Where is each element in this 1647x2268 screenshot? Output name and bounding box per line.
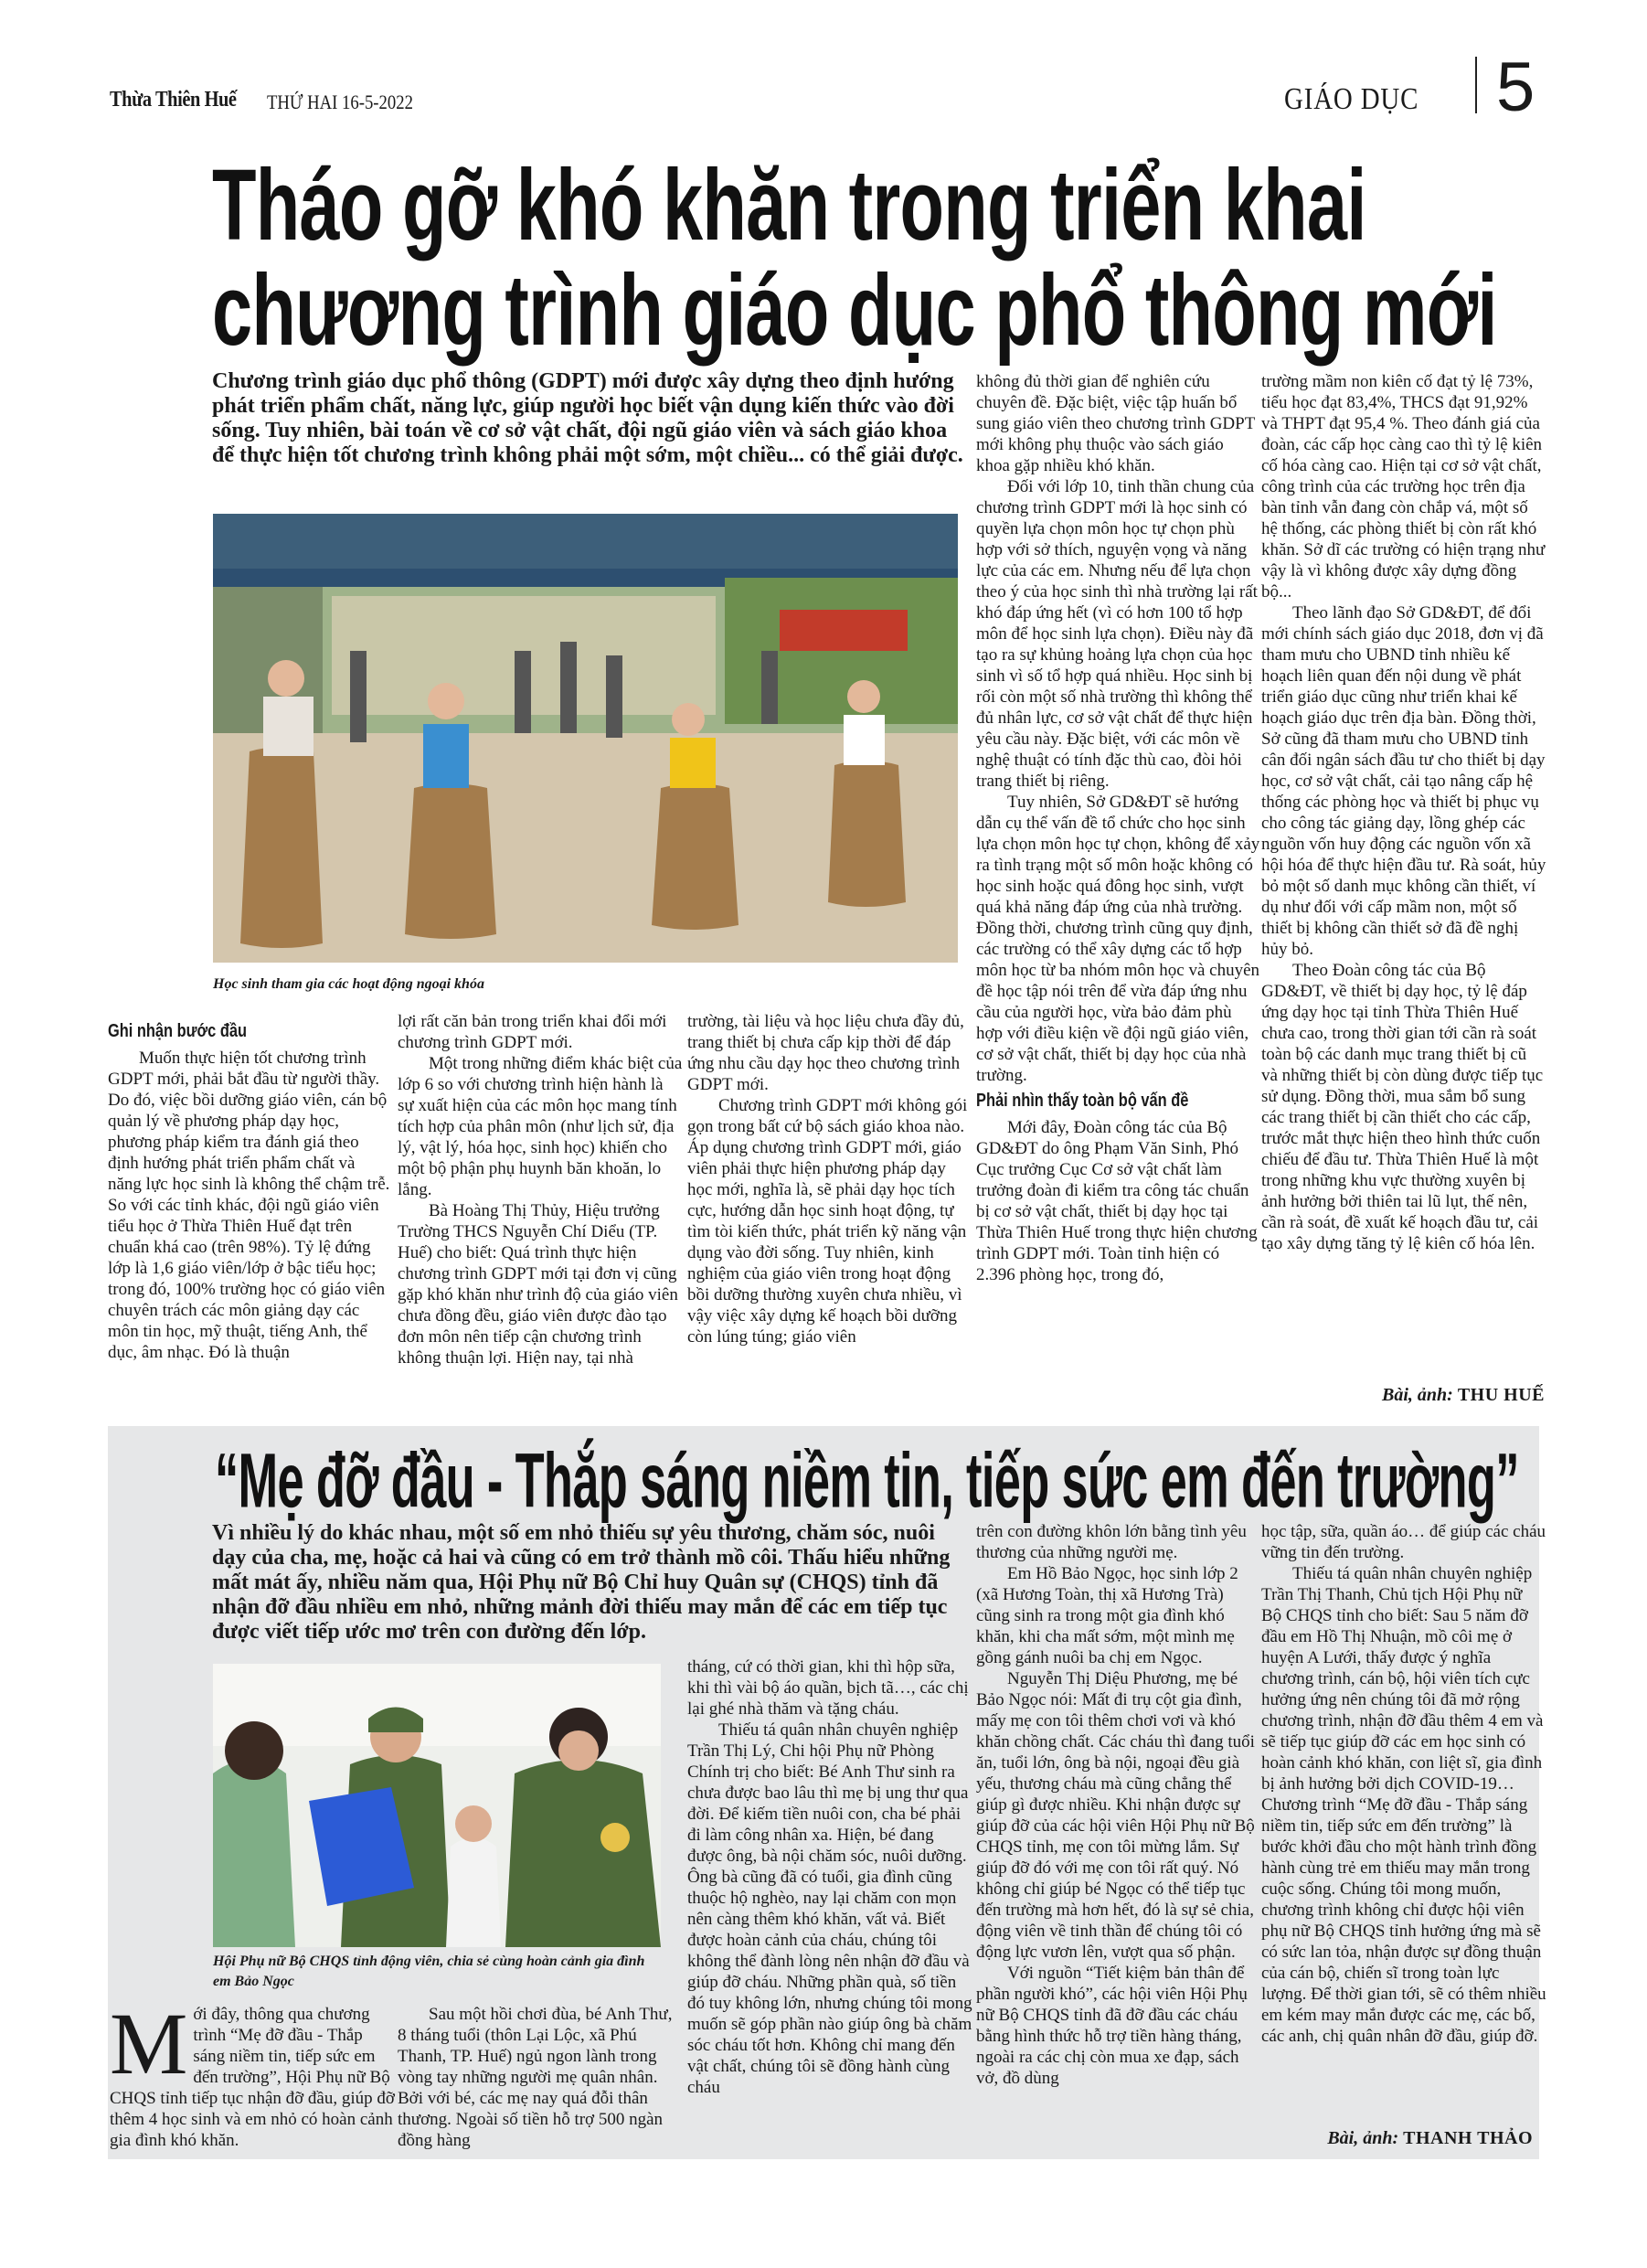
article2-opening-paragraph: ới đây, thông qua chương trình “Mẹ đỡ đầu - Thắp sáng niềm tin, tiếp sức em đến trường”, Hội Phụ nữ Bộ CHQS tỉnh tiếp tục nhận đỡ đầu, giúp đỡ thêm 4 học sinh và em nhỏ có hoàn cảnh gia đình khó khăn. (110, 2005, 395, 2150)
paragraph: Nguyễn Thị Diệu Phương, mẹ bé Bảo Ngọc nói: Mất đi trụ cột gia đình, mấy mẹ con tôi thêm chơi vơi và khó khăn chồng chất. Các cháu thì đang tuổi ăn, tuổi lớn, ông bà nội, ngoại đều già yếu, thương cháu mà cũng chẳng thể giúp gì được nhiều. Khi nhận được sự giúp đỡ của các hội viên Hội Phụ nữ Bộ CHQS tỉnh, mẹ con tôi mừng lắm. Sự giúp đỡ đó với mẹ con tôi rất quý. Nó không chỉ giúp bé Ngọc có thể tiếp tục đến trường mà hơn hết, đó là sự sẻ chia, động viên về tinh thần để chúng tôi có động lực vươn lên, vượt qua số phận. (976, 1669, 1255, 1962)
paragraph: Em Hồ Bảo Ngọc, học sinh lớp 2 (xã Hương Toàn, thị xã Hương Trà) cũng sinh ra trong một gia đình khó khăn, khi cha mất sớm, một mình mẹ gồng gánh nuôi ba chị em Ngọc. (976, 1564, 1238, 1667)
article1-headline-line2: chương trình giáo dục phổ thông mới (212, 253, 1497, 367)
article1-column-2 (398, 1011, 683, 1368)
paragraph: học tập, sữa, quần áo… để giúp các cháu vững tin đến trường. (1261, 1522, 1546, 1562)
article1-column-4 (976, 371, 1261, 1285)
article2-byline (1248, 2128, 1533, 2149)
article1-column-1 (108, 1017, 393, 1363)
paragraph: Muốn thực hiện tốt chương trình GDPT mới, phải bắt đầu từ người thầy. Do đó, việc bồi dưỡng giáo viên, cán bộ quản lý về phương pháp dạy học, phương pháp kiểm tra đánh giá theo định hướng phát triển phẩm chất và năng lực học sinh là không thể chậm trễ. So với các tỉnh khác, đội ngũ giáo viên tiểu học ở Thừa Thiên Huế đạt trên chuẩn khá cao (trên 98%). Tỷ lệ đứng lớp là 1,6 giáo viên/lớp ở bậc tiểu học; trong đó, 100% trường học có giáo viên chuyên trách các môn giảng dạy các môn tin học, mỹ thuật, tiếng Anh, thể dục, âm nhạc. Đó là thuận (108, 1049, 390, 1362)
byline-label: Bài, ảnh: (1382, 1385, 1453, 1405)
issue-date: THỨ HAI 16-5-2022 (267, 91, 413, 113)
article1-photo-students-sack-race (213, 514, 958, 963)
byline-author: THANH THẢO (1403, 2128, 1533, 2148)
byline-label: Bài, ảnh: (1327, 2128, 1399, 2148)
paragraph: Theo lãnh đạo Sở GD&ĐT, để đổi mới chính sách giáo dục 2018, đơn vị đã tham mưu cho UBND tỉnh nhiều kế hoạch liên quan đến nội dung về phát triển giáo dục cũng như triển khai kế hoạch giáo dục trên địa bàn. Đồng thời, Sở cũng đã tham mưu cho UBND tỉnh cân đối ngân sách đầu tư cho thiết bị dạy học, cơ sở vật chất, cải tạo nâng cấp hệ thống các phòng học và thiết bị phục vụ cho công tác giảng dạy, lồng ghép các nguồn vốn huy động các nguồn vốn xã hội hóa để thực hiện đầu tư. Rà soát, hủy bỏ một số danh mục không cần thiết, ví dụ như đối với cấp mầm non, một số thiết bị không cần thiết sở đã đề nghị hủy bỏ. (1261, 603, 1546, 959)
article1-column-3 (687, 1011, 972, 1347)
article2-lead: Vì nhiều lý do khác nhau, một số em nhỏ thiếu sự yêu thương, chăm sóc, nuôi dạy của cha, mẹ, hoặc cả hai và cũng có em trở thành mồ côi. Thấu hiểu những mất mát ấy, nhiều năm qua, Hội Phụ nữ Bộ Chỉ huy Quân sự (CHQS) tỉnh đã nhận đỡ đầu nhiều em nhỏ, những mảnh đời thiếu may mắn để các em tiếp tục được viết tiếp ước mơ trên con đường đến lớp. (212, 1521, 951, 1644)
paragraph: trường mầm non kiên cố đạt tỷ lệ 73%, tiểu học đạt 83,4%, THCS đạt 91,92% và THPT đạt 95,4 %. Theo đánh giá của đoàn, các cấp học càng cao thì tỷ lệ kiên cố hóa càng cao. Hiện tại cơ sở vật chất, công trình của các trường học trên địa bàn tỉnh vẫn đang còn chắp vá, một số hệ thống, các phòng thiết bị còn rất khó khăn. Sở dĩ các trường có hiện trạng như vậy là vì không được xây dựng đồng bộ... (1261, 372, 1546, 602)
section-name: GIÁO DỤC (1284, 82, 1419, 116)
article1-byline (1259, 1385, 1545, 1406)
paragraph: Thiếu tá quân nhân chuyên nghiệp Trần Thị Thanh, Chủ tịch Hội Phụ nữ Bộ CHQS tỉnh cho biết: Sau 5 năm đỡ đầu em Hồ Thị Nhuận, mồ côi mẹ ở huyện A Lưới, thấy được ý nghĩa chương trình, cán bộ, hội viên tích cực hưởng ứng nên chúng tôi đã mở rộng chương trình, nhận đỡ đầu thêm 4 em và sẽ tiếp tục giúp đỡ các em học sinh có hoàn cảnh khó khăn, con liệt sĩ, gia đình bị ảnh hưởng bởi dịch COVID-19… Chương trình “Mẹ đỡ đầu - Thắp sáng niềm tin, tiếp sức em đến trường” là bước khởi đầu cho một hành trình đồng hành cùng trẻ em thiếu may mắn trong cuộc sống. Chúng tôi mong muốn, chương trình không chỉ được hội viên phụ nữ Bộ CHQS tỉnh hưởng ứng mà sẽ có sức lan tỏa, nhận được sự đồng thuận của cán bộ, chiến sĩ trong toàn lực lượng. Để thời gian tới, sẽ có thêm nhiều em kém may mắn được các mẹ, các bố, các anh, chị quân nhân đỡ đầu, giúp đỡ. (1261, 1564, 1546, 2046)
paragraph: Theo Đoàn công tác của Bộ GD&ĐT, về thiết bị dạy học, tỷ lệ đáp ứng dạy học tại tỉnh Thừa Thiên Huế chưa cao, trong thời gian tới cần rà soát toàn bộ các danh mục trang thiết bị cũ và những thiết bị còn dùng được tiếp tục sử dụng. Đồng thời, mua sắm bổ sung các trang thiết bị cần thiết cho các cấp, trước mắt thực hiện theo hình thức cuốn chiếu để đầu tư. Thừa Thiên Huế là một trong những khu vực thường xuyên bị ảnh hưởng bởi thiên tai lũ lụt, thế nên, cần rà soát, đề xuất kế hoạch đầu tư, cải tạo xây dựng tăng tỷ lệ kiên cố hóa lên. (1261, 961, 1544, 1253)
article2-column-3 (687, 1656, 972, 2098)
paragraph: Tuy nhiên, Sở GD&ĐT sẽ hướng dẫn cụ thể vấn đề tổ chức cho học sinh lựa chọn môn học tự chọn, không để xảy ra tình trạng một số môn hoặc không có học sinh hoặc quá đông học sinh, vượt quá khả năng đáp ứng của nhà trường. Đồng thời, chương trình cũng quy định, các trường có thể xây dựng các tổ hợp môn học từ ba nhóm môn học và chuyên đề học tập nói trên để vừa đáp ứng nhu cầu của người học, vừa bảo đảm phù hợp với điều kiện về đội ngũ giáo viên, cơ sở vật chất, thiết bị dạy học của nhà trường. (976, 793, 1260, 1085)
paragraph: Sau một hồi chơi đùa, bé Anh Thư, 8 tháng tuổi (thôn Lại Lộc, xã Phú Thanh, TP. Huế) ngủ ngon lành trong vòng tay những người mẹ quân nhân. Bởi với bé, các mẹ nay quá đỗi thân thương. Ngoài số tiền hỗ trợ 500 ngàn đồng hàng (398, 2005, 673, 2150)
paragraph: Thiếu tá quân nhân chuyên nghiệp Trần Thị Lý, Chi hội Phụ nữ Phòng Chính trị cho biết: Bé Anh Thư sinh ra chưa được bao lâu thì mẹ bị ung thư qua đời. Để kiếm tiền nuôi con, cha bé phải đi làm công nhân xa. Hiện, bé đang được ông, bà nội chăm sóc, nuôi dưỡng. Ông bà cũng đã có tuổi, gia đình cũng thuộc hộ nghèo, nay lại chăm con mọn nên càng thêm khó khăn, vất vả. Biết được hoàn cảnh của cháu, chúng tôi không thể đành lòng nên nhận đỡ đầu và giúp đỡ cháu. Những phần quà, số tiền đó tuy không lớn, nhưng chúng tôi mong muốn sẽ góp phần nào giúp ông bà chăm sóc cháu tốt hơn. Không chỉ mang đến vật chất, chúng tôi sẽ đồng hành cùng cháu (687, 1720, 972, 2097)
article2-column-1 (110, 1995, 395, 2151)
paragraph: Một trong những điểm khác biệt của lớp 6 so với chương trình hiện hành là sự xuất hiện của các môn học mang tính tích hợp của phân môn (như lịch sử, địa lý, vật lý, hóa học, sinh học) khiến cho một bộ phận phụ huynh băn khoăn, lo lắng. (398, 1054, 683, 1199)
paragraph: Chương trình GDPT mới không gói gọn trong bất cứ bộ sách giáo khoa nào. Áp dụng chương trình GDPT mới, giáo viên phải thực hiện phương pháp dạy học mới, nghĩa là, sẽ phải dạy học tích cực, hướng dẫn học sinh hoạt động, tự tìm tòi kiến thức, phát triển kỹ năng vận dụng vào đời sống. Tuy nhiên, kinh nghiệm của giáo viên trong hoạt động bồi dưỡng thường xuyên chưa nhiều, vì vậy việc xây dựng kế hoạch bồi dưỡng còn lúng túng; giáo viên (687, 1096, 968, 1347)
byline-author: THU HUẾ (1457, 1385, 1545, 1405)
paragraph: lợi rất căn bản trong triển khai đổi mới chương trình GDPT mới. (398, 1012, 667, 1052)
paragraph: Mới đây, Đoàn công tác của Bộ GD&ĐT do ông Phạm Văn Sinh, Phó Cục trưởng Cục Cơ sở vật chất làm trưởng đoàn đi kiểm tra công tác chuẩn bị cơ sở vật chất, thiết bị dạy học tại Thừa Thiên Huế trong thực hiện chương trình GDPT mới. Toàn tỉnh hiện có 2.396 phòng học, trong đó, (976, 1118, 1258, 1284)
subheading: Phải nhìn thấy toàn bộ vấn đề (976, 1091, 1189, 1111)
article2-column-5 (1261, 1521, 1546, 2047)
article2-column-4 (976, 1521, 1261, 2089)
paragraph: Với nguồn “Tiết kiệm bản thân để phần người khó”, các hội viên Hội Phụ nữ Bộ CHQS tỉnh đã đỡ đầu các cháu bằng hình thức hỗ trợ tiền hàng tháng, ngoài ra các chị còn mua xe đạp, sách vở, đồ dùng (976, 1964, 1248, 2088)
header-divider (1475, 57, 1477, 113)
paragraph: trên con đường khôn lớn bằng tình yêu thương của những người mẹ. (976, 1522, 1247, 1562)
paragraph: không đủ thời gian để nghiên cứu chuyên đề. Đặc biệt, việc tập huấn bổ sung giáo viên theo chương trình GDPT mới không phụ thuộc vào sách giáo khoa gặp nhiều khó khăn. (976, 372, 1255, 475)
paragraph: tháng, cứ có thời gian, khi thì hộp sữa, khi thì vài bộ áo quần, bịch tã…, các chị lại ghé nhà thăm và tặng cháu. (687, 1657, 969, 1719)
paragraph: Bà Hoàng Thị Thủy, Hiệu trưởng Trường THCS Nguyễn Chí Diểu (TP. Huế) cho biết: Quá trình thực hiện chương trình GDPT mới tại đơn vị cũng gặp khó khăn như trình độ của giáo viên chưa đồng đều, giáo viên được đào tạo đơn môn nên tiếp cận chương trình không thuận lợi. Hiện nay, tại nhà (398, 1201, 678, 1368)
article1-lead: Chương trình giáo dục phổ thông (GDPT) mới được xây dựng theo định hướng phát triển phẩm chất, năng lực, giúp người học biết vận dụng kiến thức vào đời sống. Tuy nhiên, bài toán về cơ sở vật chất, đội ngũ giáo viên và sách giáo khoa để thực hiện tốt chương trình không phải một sớm, một chiều... có thể giải được. (212, 369, 963, 467)
paragraph: trường, tài liệu và học liệu chưa đầy đủ, trang thiết bị chưa cấp kịp thời để đáp ứng nhu cầu dạy học theo chương trình GDPT mới. (687, 1012, 964, 1094)
article2-headline: “Mẹ đỡ đầu - Thắp sáng niềm tin, tiếp sức em đến trường” (215, 1438, 1519, 1524)
article1-column-5 (1261, 371, 1546, 1254)
article1-photo-caption: Học sinh tham gia các hoạt động ngoại khóa (213, 976, 484, 992)
article2-photo-women-soldiers-gift (213, 1664, 661, 1947)
article2-column-2 (398, 2004, 683, 2151)
drop-cap: M (110, 1995, 188, 2092)
page-number: 5 (1496, 48, 1535, 126)
article2-photo-caption: Hội Phụ nữ Bộ CHQS tỉnh động viên, chia sẻ cùng hoàn cảnh gia đình em Bảo Ngọc (213, 1954, 645, 1989)
article1-headline-line1: Tháo gỡ khó khăn trong triển khai (212, 148, 1366, 261)
paragraph: Đối với lớp 10, tinh thần chung của chương trình GDPT mới là học sinh có quyền lựa chọn môn học tự chọn phù hợp với sở thích, nguyện vọng và năng lực của các em. Nhưng nếu để lựa chọn theo ý của học sinh thì nhà trường lại rất khó đáp ứng hết (vì có hơn 100 tổ hợp môn để học sinh lựa chọn). Điều này đã tạo ra sự khủng hoảng lựa chọn của học sinh vì số tổ hợp quá nhiều. Học sinh bị rối còn một số nhà trường thì không thể đủ nhân lực, cơ sở vật chất để thực hiện yêu cầu này. Đặc biệt, với các môn về nghệ thuật có tính đặc thù cao, đòi hỏi trang thiết bị riêng. (976, 477, 1258, 791)
newspaper-masthead: Thừa Thiên Huế (110, 88, 237, 112)
subheading: Ghi nhận bước đầu (108, 1021, 248, 1041)
